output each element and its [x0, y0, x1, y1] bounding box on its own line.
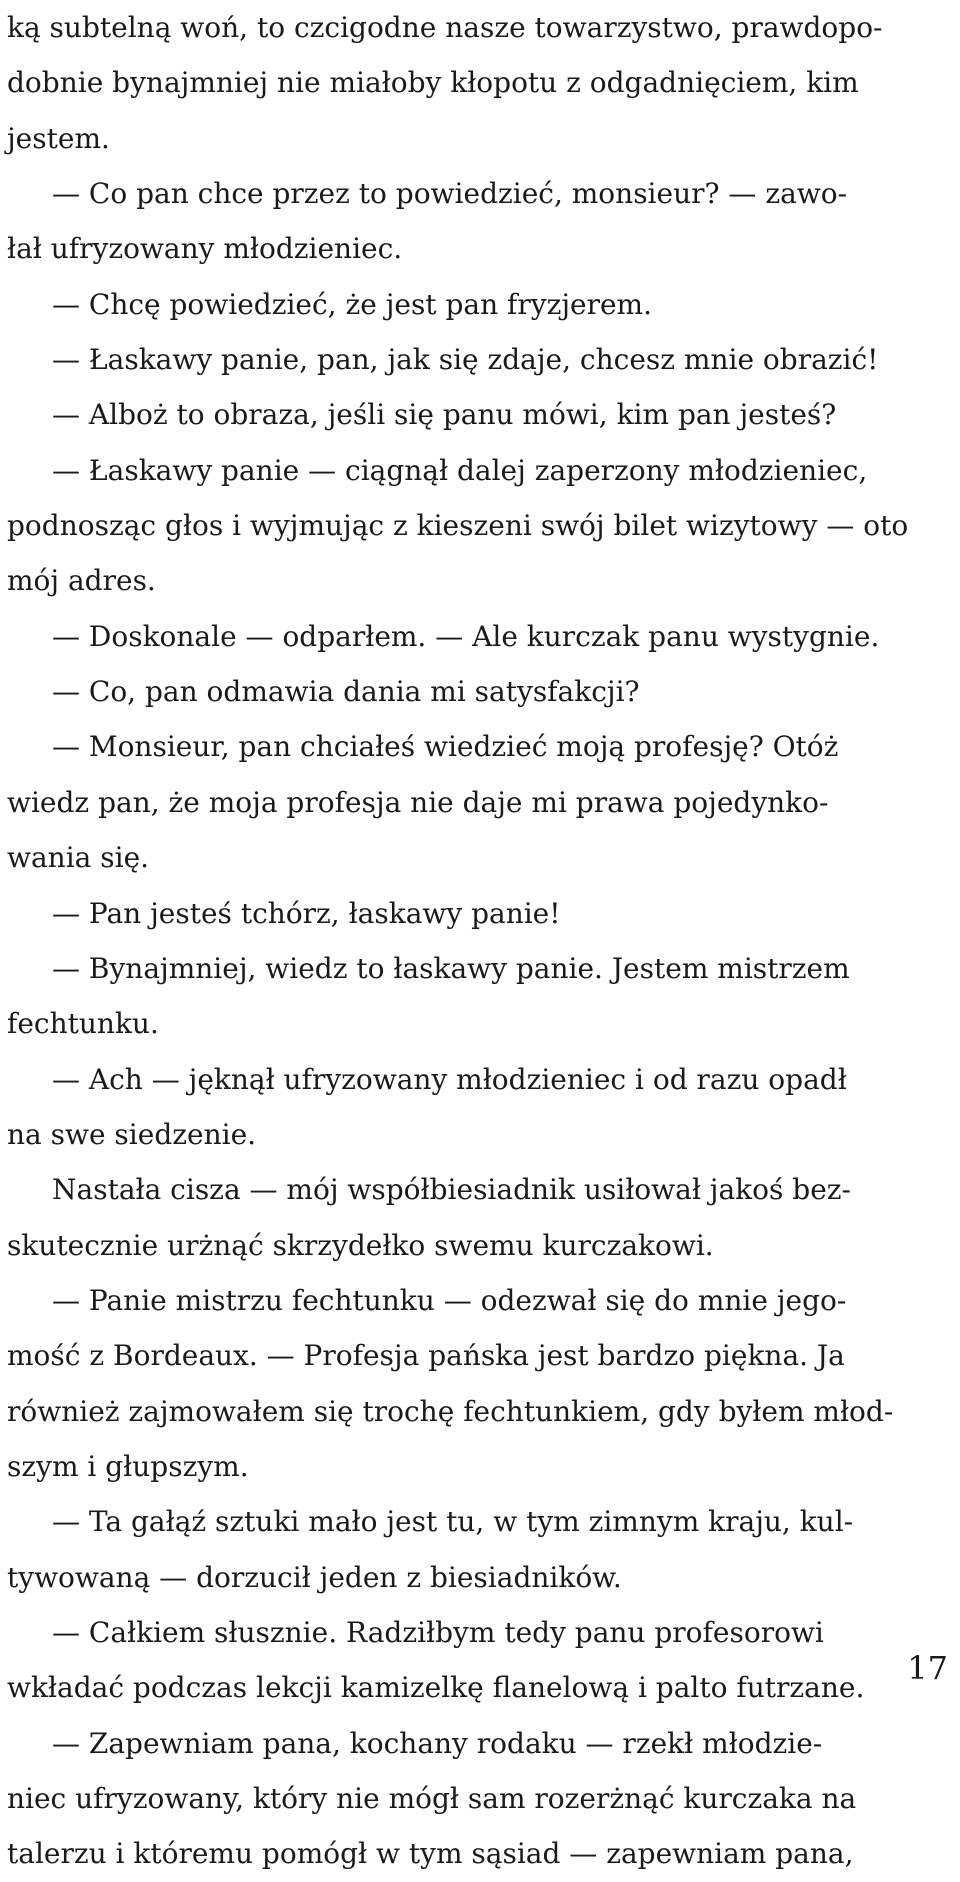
text-line: — Alboż to obraza, jeśli się panu mówi, kim pan jesteś?	[52, 398, 837, 432]
text-line: mój adres.	[7, 564, 156, 598]
text-line: niec ufryzowany, który nie mógł sam rozerżnąć kurczaka na	[7, 1782, 857, 1815]
text-line: szym i głupszym.	[7, 1449, 249, 1483]
text-line: — Panie mistrzu fechtunku — odezwał się do mnie jego-	[52, 1283, 847, 1317]
text-line: na swe siedzenie.	[7, 1117, 257, 1151]
text-line: mość z Bordeaux. — Profesja pańska jest bardzo piękna. Ja	[7, 1339, 845, 1373]
text-line: — Ta gałąź sztuki mało jest tu, w tym zimnym kraju, kul-	[52, 1505, 854, 1539]
text-line: ką subtelną woń, to czcigodne nasze towarzystwo, prawdopo-	[7, 11, 883, 44]
text-line: — Co pan chce przez to powiedzieć, monsieur? — zawo-	[52, 177, 848, 211]
text-line: — Monsieur, pan chciałeś wiedzieć moją profesję? Otóż	[52, 730, 839, 764]
text-line: — Zapewniam pana, kochany rodaku — rzekł młodzie-	[52, 1726, 823, 1760]
text-line: Nastała cisza — mój współbiesiadnik usiłował jakoś bez-	[52, 1173, 851, 1207]
text-line: — Łaskawy panie, pan, jak się zdaje, chcesz mnie obrazić!	[52, 343, 879, 377]
text-line: jestem.	[7, 121, 110, 155]
text-line: — Bynajmniej, wiedz to łaskawy panie. Jestem mistrzem	[52, 951, 850, 985]
text-line: — Chcę powiedzieć, że jest pan fryzjerem.	[52, 287, 652, 321]
text-line: — Łaskawy panie — ciągnął dalej zaperzony młodzieniec,	[52, 453, 868, 487]
text-line: wiedz pan, że moja profesja nie daje mi prawa pojedynko-	[7, 785, 829, 819]
text-line: — Ach — jęknął ufryzowany młodzieniec i od razu opadł	[52, 1062, 847, 1096]
text-line: wania się.	[7, 841, 150, 875]
text-line: dobnie bynajmniej nie miałoby kłopotu z odgadnięciem, kim	[7, 66, 859, 100]
text-line: — Co, pan odmawia dania mi satysfakcji?	[52, 675, 640, 709]
text-line: podnosząc głos i wyjmując z kieszeni swój bilet wizytowy — oto	[7, 509, 909, 543]
text-line: — Pan jesteś tchórz, łaskawy panie!	[52, 896, 561, 930]
text-line: — Doskonale — odparłem. — Ale kurczak panu wystygnie.	[52, 619, 880, 653]
text-line: również zajmowałem się trochę fechtunkiem, gdy byłem młod-	[7, 1394, 894, 1428]
page-number: 17	[907, 1649, 948, 1687]
text-line: tywowaną — dorzucił jeden z biesiadników.	[7, 1560, 622, 1594]
text-line: fechtunku.	[7, 1007, 159, 1041]
text-line: talerzu i któremu pomógł w tym sąsiad — zapewniam pana,	[7, 1837, 854, 1871]
text-line: skutecznie urżnąć skrzydełko swemu kurczakowi.	[7, 1228, 714, 1262]
text-line: — Całkiem słusznie. Radziłbym tedy panu profesorowi	[52, 1615, 824, 1649]
text-line: łał ufryzowany młodzieniec.	[7, 232, 403, 266]
text-line: wkładać podczas lekcji kamizelkę flanelową i palto futrzane.	[7, 1671, 865, 1705]
body-text	[7, 0, 952, 1882]
